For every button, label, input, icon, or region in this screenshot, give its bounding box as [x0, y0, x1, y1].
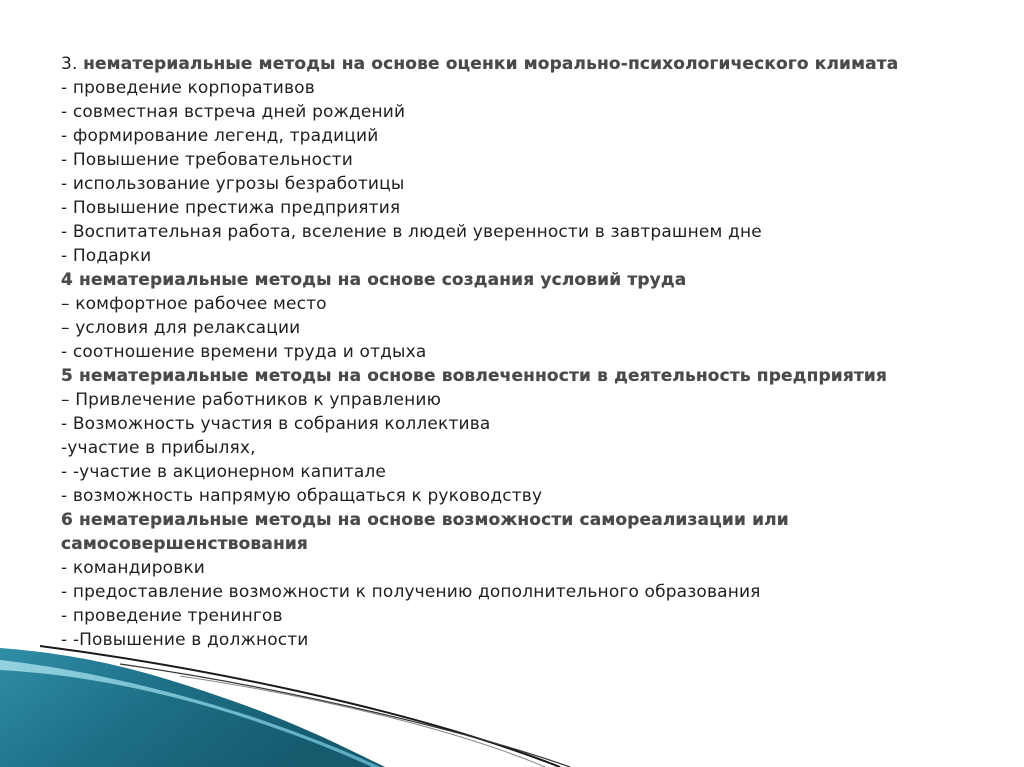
section-heading-text: нематериальные методы на основе оценки морально-психологического климата [83, 54, 899, 74]
section-heading-text: 5 нематериальные методы на основе вовлеченности в деятельность предприятия [61, 366, 888, 386]
section-heading [61, 268, 961, 292]
list-item-text: - Воспитательная работа, вселение в людей уверенности в завтрашнем дне [61, 222, 762, 242]
list-item [61, 340, 961, 364]
list-item [61, 484, 961, 508]
list-item-text: - -Повышение в должности [61, 630, 309, 650]
list-item-text: - проведение тренингов [61, 606, 283, 626]
list-item-text: - проведение корпоративов [61, 78, 315, 98]
section-heading-text: 4 нематериальные методы на основе создания условий труда [61, 270, 687, 290]
list-item-text: - Повышение требовательности [61, 150, 353, 170]
list-item-text: – Привлечение работников к управлению [61, 390, 442, 410]
list-item-text: - использование угрозы безработицы [61, 174, 405, 194]
list-item [61, 436, 961, 460]
list-item [61, 628, 961, 652]
list-item [61, 172, 961, 196]
list-item [61, 196, 961, 220]
teal-wave-shape [0, 648, 385, 767]
list-item [61, 148, 961, 172]
section-number: 3. [61, 54, 84, 74]
list-item-text: – комфортное рабочее место [61, 294, 327, 314]
list-item [61, 100, 961, 124]
list-item-text: - формирование легенд, традиций [61, 126, 379, 146]
list-item [61, 220, 961, 244]
list-item [61, 556, 961, 580]
list-item [61, 124, 961, 148]
list-item-text: - -участие в акционерном капитале [61, 462, 387, 482]
section-heading [61, 52, 961, 76]
slide-text-block [61, 52, 961, 652]
list-item [61, 460, 961, 484]
section-heading [61, 364, 961, 388]
list-item-text: - Подарки [61, 246, 152, 266]
list-item [61, 76, 961, 100]
list-item [61, 244, 961, 268]
list-item-text: - совместная встреча дней рождений [61, 102, 406, 122]
list-item [61, 580, 961, 604]
list-item [61, 604, 961, 628]
section-heading-text: 6 нематериальные методы на основе возможности самореализации или самосовершенствования [61, 510, 789, 554]
list-item-text: - командировки [61, 558, 205, 578]
list-item-text: - Возможность участия в собрания коллектива [61, 414, 491, 434]
list-item [61, 316, 961, 340]
list-item-text: – условия для релаксации [61, 318, 301, 338]
list-item-text: - Повышение престижа предприятия [61, 198, 401, 218]
list-item [61, 388, 961, 412]
list-item-text: -участие в прибылях, [61, 438, 256, 458]
list-item [61, 412, 961, 436]
list-item-text: - предоставление возможности к получению дополнительного образования [61, 582, 761, 602]
list-item [61, 292, 961, 316]
section-heading [61, 508, 961, 556]
list-item-text: - соотношение времени труда и отдыха [61, 342, 427, 362]
list-item-text: - возможность напрямую обращаться к руководству [61, 486, 543, 506]
